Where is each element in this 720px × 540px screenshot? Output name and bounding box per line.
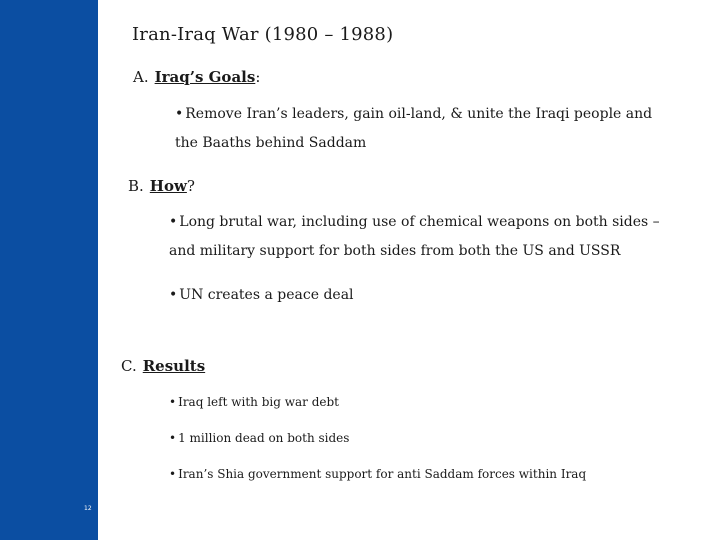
bullet-text: Remove Iran’s leaders, gain oil-land, & unite the Iraqi people and the Baaths behind Saddam (175, 106, 653, 151)
slide-title: Iran-Iraq War (1980 – 1988) (132, 24, 394, 45)
bullet-icon: • (169, 467, 177, 481)
bullet-text: UN creates a peace deal (179, 287, 354, 303)
bullet-item (169, 393, 689, 411)
section-a-heading (133, 68, 260, 86)
bullet-icon: • (169, 431, 177, 445)
page-number: 12 (84, 505, 92, 512)
section-c-heading (121, 357, 205, 375)
bullet-text: Iraq left with big war debt (178, 395, 339, 409)
bullet-text: Long brutal war, including use of chemical weapons on both sides – and military support for both sides from both the US and USSR (169, 214, 660, 259)
sidebar-band (0, 0, 98, 540)
section-a-suffix: : (255, 68, 261, 86)
bullet-item (169, 208, 669, 266)
bullet-icon: • (169, 287, 178, 303)
bullet-item (175, 100, 675, 158)
bullet-text: 1 million dead on both sides (178, 431, 350, 445)
section-b-letter: B. (128, 177, 144, 195)
section-b-heading (128, 177, 195, 195)
bullet-icon: • (169, 395, 177, 409)
section-a-letter: A. (133, 68, 149, 86)
bullet-item (169, 281, 669, 310)
section-a-label: Iraq’s Goals (154, 68, 256, 86)
bullet-item (169, 465, 689, 483)
bullet-text: Iran’s Shia government support for anti Saddam forces within Iraq (178, 467, 587, 481)
bullet-icon: • (169, 214, 178, 230)
section-b-suffix: ? (186, 177, 195, 195)
section-c-label: Results (142, 357, 206, 375)
section-b-label: How (149, 177, 187, 195)
bullet-icon: • (175, 106, 184, 122)
bullet-item (169, 429, 689, 447)
section-c-letter: C. (121, 357, 137, 375)
